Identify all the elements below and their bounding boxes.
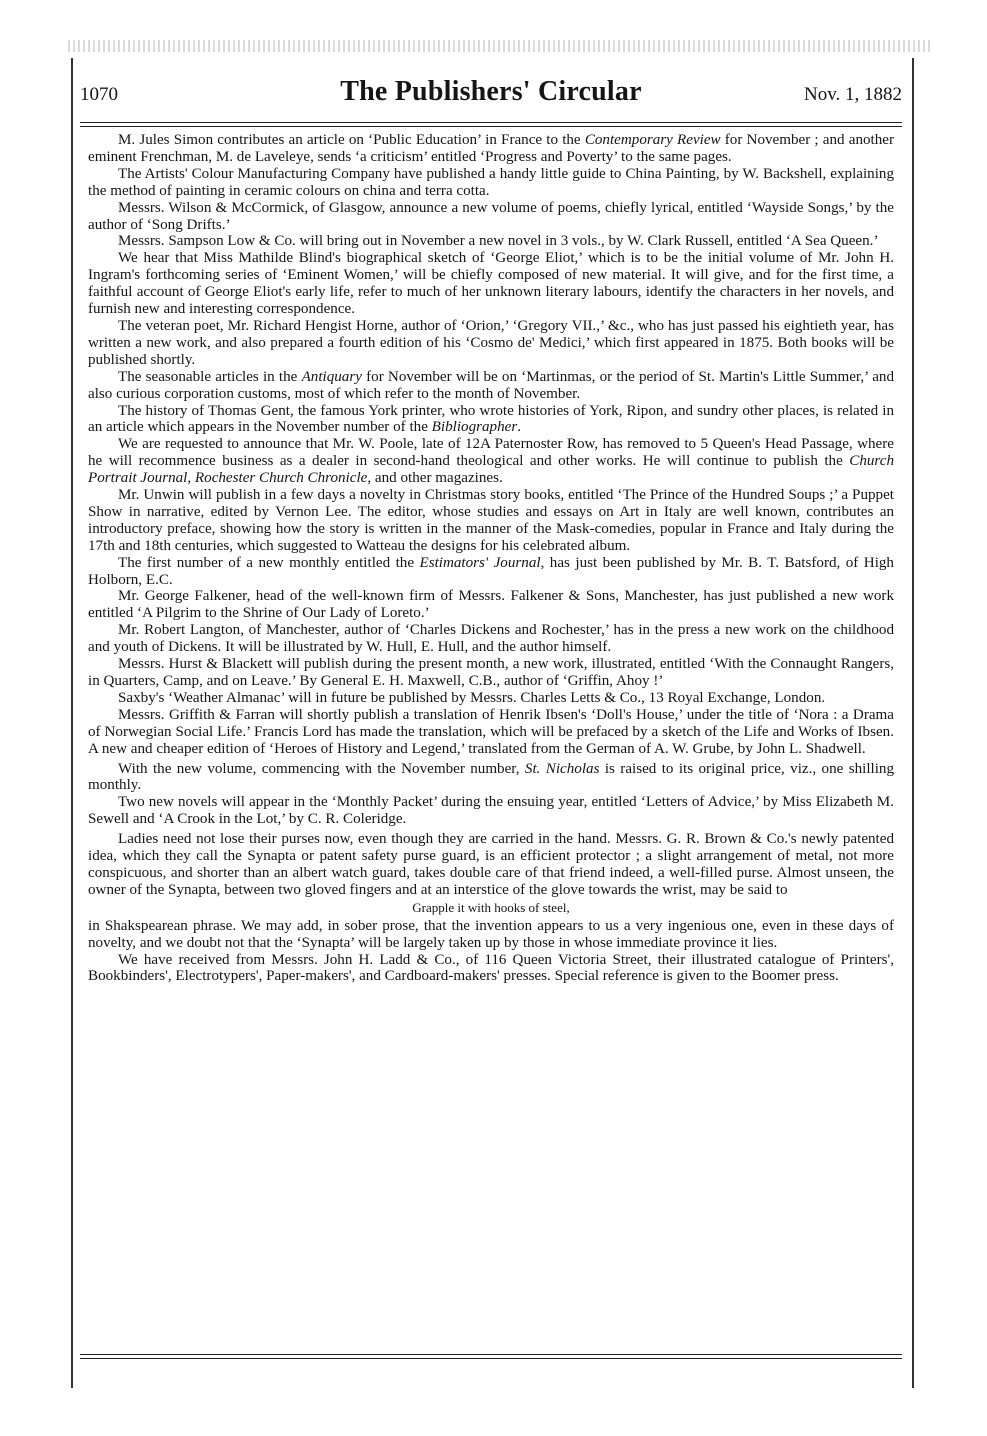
page-header (80, 76, 902, 114)
news-paragraph (88, 166, 894, 200)
paragraph-text: . (517, 419, 521, 436)
paragraph-text: We hear that Miss Mathilde Blind's biographical sketch of ‘George Eliot,’ which is to be the initial volume of Mr. John H. Ingram's forthcoming series of ‘Eminent Women,’ will be chiefly composed of new material. It will give, and for the first time, a faithful account of George Eliot's early life, refer to much of her unknown literary labours, identify the characters in her novels, and furnish new and interesting correspondence. (88, 250, 894, 318)
paragraph-text: The first number of a new monthly entitled the (118, 554, 420, 571)
italic-title: St. Nicholas (524, 760, 600, 777)
header-rule-bottom (80, 126, 902, 127)
italic-title: Church Portrait Journal (88, 453, 894, 487)
paragraph-text: , has just been published by Mr. B. T. Batsford, of High Holborn, E.C. (88, 554, 894, 588)
paragraph-text: Mr. George Falkener, head of the well-known firm of Messrs. Falkener & Sons, Manchester, has just published a new work entitled ‘A Pilgrim to the Shrine of Our Lady of Loreto.’ (88, 588, 894, 622)
paragraph-text: Two new novels will appear in the ‘Monthly Packet’ during the ensuing year, entitled ‘Letters of Advice,’ by Miss Elizabeth M. Sewell and ‘A Crook in the Lot,’ by C. R. Coleridge. (88, 794, 894, 828)
news-paragraph (88, 233, 894, 250)
left-border (71, 58, 73, 1388)
paragraph-text: M. Jules Simon contributes an article on ‘Public Education’ in France to the (118, 132, 585, 148)
paragraph-text: With the new volume, commencing with the November number, (118, 760, 525, 777)
paragraph-text: Mr. Robert Langton, of Manchester, author of ‘Charles Dickens and Rochester,’ has in the press a new work on the childhood and youth of Dickens. It will be illustrated by W. Hull, E. Hull, and the author himself. (88, 622, 894, 656)
paragraph-text: The history of Thomas Gent, the famous York printer, who wrote histories of York, Ripon, and sundry other places, is related in an article which appears in the November number of the (88, 402, 894, 436)
paragraph-text: Grapple it with hooks of steel, (412, 899, 570, 915)
footer-rule-top (80, 1354, 902, 1355)
paragraph-text: Mr. Unwin will publish in a few days a novelty in Christmas story books, entitled ‘The Prince of the Hundred Soups ;’ a Puppet Show in narrative, edited by Vernon Lee. The editor, whose studies and essays on Art in Italy are well known, contributes an introductory preface, showing how the story is written in the manner of the Mask-comedies, popular in France and Italy during the 17th and 18th centuries, which suggested to Watteau the designs for his celebrated album. (88, 487, 894, 554)
news-paragraph (88, 656, 894, 690)
verse-quote (88, 900, 894, 917)
paragraph-text: The Artists' Colour Manufacturing Company have published a handy little guide to China Painting, by W. Backshell, explaining the method of painting in ceramic colours on china and terra cotta. (88, 165, 894, 199)
journal-title: The Publishers' Circular (340, 76, 642, 107)
paragraph-text: in Shakspearean phrase. We may add, in sober prose, that the invention appears to us a very ingenious one, even in these days of novelty, and we doubt not that the ‘Synapta’ will be largely taken up by those in whose immediate province it lies. (88, 917, 894, 951)
news-paragraph (88, 761, 894, 795)
paragraph-text: for November ; and another eminent Frenchman, M. de Laveleye, sends ‘a criticism’ entitled ‘Progress and Poverty’ to the same pages. (88, 132, 895, 165)
news-paragraph (88, 952, 894, 986)
issue-date: Nov. 1, 1882 (804, 84, 902, 105)
news-paragraph (88, 403, 894, 437)
news-paragraph (88, 690, 894, 707)
news-paragraph (88, 555, 894, 589)
news-paragraph (88, 588, 894, 622)
paragraph-text: The seasonable articles in the (118, 368, 302, 385)
page (68, 38, 930, 1396)
italic-title: Contemporary Review (584, 132, 721, 148)
footer-rule-bottom (80, 1358, 902, 1359)
paragraph-text: Messrs. Griffith & Farran will shortly publish a translation of Henrik Ibsen's ‘Doll's House,’ under the title of ‘Nora : a Drama of Norwegian Social Life.’ Francis Lord has made the translation, which will be prefaced by a sketch of the Life and Works of Ibsen. A new and cheaper edition of ‘Heroes of History and Legend,’ translated from the German of A. W. Grube, by John L. Shadwell. (88, 706, 894, 757)
paragraph-text: We have received from Messrs. John H. Ladd & Co., of 116 Queen Victoria Street, their illustrated catalogue of Printers', Bookbinders', Electrotypers', Paper-makers', and Cardboard-makers' presses. Special reference is given to the Boomer press. (88, 951, 894, 985)
news-paragraph (88, 369, 894, 403)
scan-edge-band (68, 40, 930, 52)
paragraph-text: Ladies need not lose their purses now, even though they are carried in the hand. Messrs. G. R. Brown & Co.'s newly patented idea, which they call the Synapta or patent safety purse guard, is an efficient protector ; a slight arrangement of metal, not more conspicuous, and shorter than an albert watch guard, takes double care of that friend indeed, a well-filled purse. Almost unseen, the owner of the Synapta, between two gloved fingers and at an interstice of the glove towards the wrist, may be said to (88, 831, 894, 898)
news-paragraph (88, 200, 894, 234)
news-paragraph (88, 707, 894, 758)
paragraph-text: is raised to its original price, viz., one shilling monthly. (88, 760, 894, 794)
news-paragraph (88, 436, 894, 487)
news-paragraph (88, 318, 894, 369)
paragraph-text: , (187, 470, 195, 487)
news-paragraph (88, 487, 894, 555)
paragraph-text: for November will be on ‘Martinmas, or the period of St. Martin's Little Summer,’ and also curious corporation customs, most of which refer to the month of November. (88, 368, 894, 402)
paragraph-text: Saxby's ‘Weather Almanac’ will in future be published by Messrs. Charles Letts & Co., 13 Royal Exchange, London. (118, 689, 826, 706)
article-body (88, 132, 894, 985)
paragraph-text: Messrs. Sampson Low & Co. will bring out in November a new novel in 3 vols., by W. Clark Russell, entitled ‘A Sea Queen.’ (118, 233, 879, 250)
news-paragraph (88, 918, 894, 952)
paragraph-text: Messrs. Wilson & McCormick, of Glasgow, announce a new volume of poems, chiefly lyrical, entitled ‘Wayside Songs,’ by the author of ‘Song Drifts.’ (88, 199, 894, 233)
news-paragraph (88, 132, 894, 166)
page-number: 1070 (80, 84, 118, 105)
paragraph-text: We are requested to announce that Mr. W. Poole, late of 12A Paternoster Row, has removed to 5 Queen's Head Passage, where he will recommence business as a dealer in second-hand theological and other works. He will continue to publish the (88, 436, 894, 470)
news-paragraph (88, 622, 894, 656)
paragraph-text: Messrs. Hurst & Blackett will publish during the present month, a new work, illustrated, entitled ‘With the Connaught Rangers, in Quarters, Camp, and on Leave.’ By General E. H. Maxwell, C.B., author of ‘Griffin, Ahoy !’ (88, 656, 894, 689)
right-border (912, 58, 914, 1388)
italic-title: Antiquary (301, 368, 362, 385)
paragraph-text: , and other magazines. (367, 470, 503, 487)
paragraph-text: The veteran poet, Mr. Richard Hengist Horne, author of ‘Orion,’ ‘Gregory VII.,’ &c., who has just passed his eightieth year, has written a new work, and also prepared a fourth edition of his ‘Cosmo de' Medici,’ which first appeared in 1875. Both books will be published shortly. (88, 317, 894, 368)
news-paragraph (88, 250, 894, 318)
italic-title: Estimators' Journal (419, 554, 541, 571)
italic-title: Bibliographer (431, 419, 518, 436)
news-paragraph (88, 831, 894, 899)
news-paragraph (88, 794, 894, 828)
header-rule-top (80, 122, 902, 123)
italic-title: Rochester Church Chronicle (194, 470, 368, 487)
